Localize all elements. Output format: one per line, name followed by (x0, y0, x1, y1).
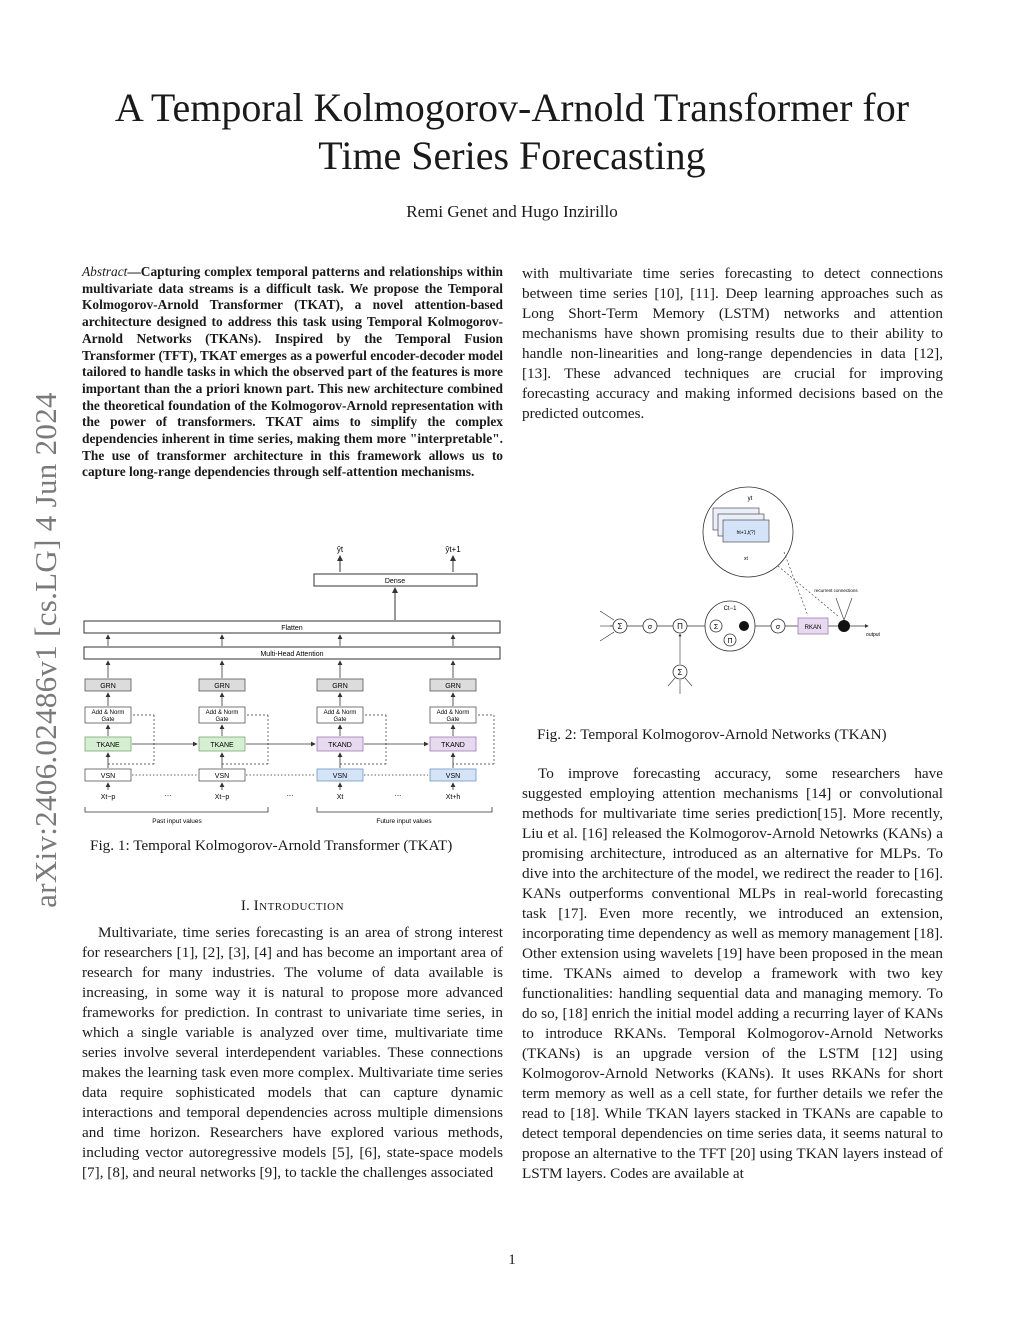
paper-title (0, 84, 1024, 180)
output-yt1-label: ŷt+1 (445, 545, 461, 554)
intro-paragraph-1: Multivariate, time series forecasting is an area of strong interest for researchers [1], [2], [3], [4] and has become an important area of research for many industries. The volume of data available is increasing, in some way it is natural to propose more advanced frameworks for prediction. In contrast to univariate time series, in which a single variable is analyzed over time, multivariate time series involve several interdependent variables. These connections makes the learning task even more complex. Multivariate time series data require sophisticated models that can capture dynamic interactions and temporal dependencies across multiple dimensions and time horizon. Researchers have explored various methods, including vector autoregressive models [5], [6], state-space models [7], [8], and neural networks [9], to tackle the challenges associated (82, 924, 503, 1181)
tkan-e-label: TKANE (210, 742, 234, 749)
cell-sum-symbol: Σ (713, 624, 719, 631)
tkan-d-label: TKAND (328, 742, 352, 749)
figure-1-tkat-diagram (82, 542, 503, 828)
figure-1-caption: Fig. 1: Temporal Kolmogorov-Arnold Transformer (TKAT) (90, 837, 453, 854)
intro-paragraph-1-continued: with multivariate time series forecasting to detect connections between time series [10], [11]. Deep learning approaches such as Long Short-Term Memory (LSTM) networks and attention mechanisms have shown promising results due to their ability to handle non-linearities and long-range dependencies in data [12], [13]. These advanced techniques are crucial for improving forecasting accuracy and making informed decisions based on the predicted outcomes. (522, 265, 943, 422)
tkan-e-label: TKANE (96, 742, 120, 749)
gate-label: Gate (101, 717, 115, 723)
lower-sum-symbol: Σ (677, 668, 683, 677)
encoder-column-1 (85, 661, 154, 801)
output-yt-label: ŷt (336, 545, 344, 554)
figure-2-tkan-diagram (598, 486, 888, 696)
arxiv-id: arXiv:2406.02486v1 [cs.LG] 4 Jun 2024 (28, 392, 63, 908)
vsn-label: VSN (214, 773, 230, 780)
vsn-label: VSN (100, 773, 116, 780)
encoder-column-2 (199, 661, 268, 801)
past-input-label: Past input values (152, 818, 202, 825)
figure-2-caption: Fig. 2: Temporal Kolmogorov-Arnold Networks (TKAN) (537, 726, 887, 743)
intro-right-bottom (522, 764, 943, 1184)
section-number: I. (240, 897, 250, 914)
title-line-1: A Temporal Kolmogorov-Arnold Transformer for (114, 85, 910, 130)
addnorm-label: Add & Norm (91, 710, 125, 716)
input-x-label: Xt−p (214, 794, 230, 801)
future-bracket (317, 807, 492, 812)
addnorm-label: Add & Norm (323, 710, 357, 716)
ellipsis: ... (164, 789, 172, 798)
grn-label: GRN (445, 683, 461, 690)
dense-label: Dense (384, 578, 406, 585)
cell-product-symbol: Π (727, 638, 733, 645)
ellipsis: ... (394, 789, 402, 798)
hidden-state-label: ht+1,t(?) (736, 530, 756, 536)
abstract (82, 264, 503, 481)
input-x-label: Xt−p (100, 794, 116, 801)
intro-left-column (82, 923, 503, 1183)
xt-label: xt (744, 556, 748, 562)
page-number: 1 (508, 1252, 516, 1268)
section-title: Introduction (253, 897, 345, 914)
future-input-label: Future input values (376, 818, 432, 825)
intro-right-top (522, 264, 943, 424)
yt-label: yt (747, 496, 753, 502)
ellipsis: ... (286, 789, 294, 798)
abstract-lead: Abstract (82, 264, 128, 279)
addnorm-label: Add & Norm (205, 710, 239, 716)
decoder-column-2 (430, 661, 494, 801)
output-label: output (866, 632, 880, 638)
tkan-d-label: TKAND (441, 742, 465, 749)
flatten-label: Flatten (281, 625, 303, 632)
authors: Remi Genet and Hugo Inzirillo (406, 202, 618, 221)
output-node (838, 620, 850, 632)
intro-paragraph-2: To improve forecasting accuracy, some researchers have suggested employing attention mechanisms [14] or convolutional methods for multivariate time series prediction[15]. More recently, Liu et al. [16] released the Kolmogorov-Arnold Netowrks (KANs) a promising architecture, introduced as an alternative for MLPs. To dive into the architecture of the model, we redirect the reader to [16]. KANs outperforms conventional MLPs in real-world forecasting task [17]. Even more recently, we introduced an extension, incorporating time dependency as well as memory management [18]. Other extension using wavelets [19] have been proposed in the mean time. TKANs aimed to develop a framework with two key functionalities: handling sequential data and managing memory. To do so, [18] enrich the initial model adding a recurring layer of KANs to introduce RKANs. Temporal Kolmogorov-Arnold Networks (TKANs) is an upgrade version of the LSTM [12] using Kolmogorov-Arnold Networks (KANs). It uses RKANs for short term memory as well as a cell state, for further details we refer the read to [18]. While TKAN layers stacked in TKANs are capable to detect temporal dependencies on time series data, it seems natural to propose an alternative to the TFT [20] using TKAN layers instead of LSTM layers. Codes are available at (522, 765, 943, 1182)
arxiv-side-label (26, 370, 66, 930)
grn-label: GRN (214, 683, 230, 690)
gate-label: Gate (215, 717, 229, 723)
mha-label: Multi-Head Attention (260, 651, 324, 658)
past-bracket (85, 807, 268, 812)
gate-label: Gate (333, 717, 347, 723)
sum-symbol: Σ (617, 622, 623, 631)
abstract-text: —Capturing complex temporal patterns and relationships within multivariate data streams is a difficult task. We propose the Temporal Kolmogorov-Arnold Transformer (TKAT), a novel attention-based architecture designed to address this task using Temporal Kolmogorov-Arnold Networks (TKANs). Inspired by the Temporal Fusion Transformer (TFT), TKAT emerges as a powerful encoder-decoder model tailored to handle tasks in which the observed part of the features is more important than the a priori known part. This new architecture combined the theoretical foundation of the Kolmogorov-Arnold representation with the power of transformers. TKAT aims to simplify the complex dependencies inherent in time series, making them more "interpretable". The use of transformer architecture in this framework allows us to capture long-range dependencies through self-attention mechanisms. (82, 264, 503, 480)
rkan-label: RKAN (804, 625, 822, 631)
gate-label: Gate (446, 717, 460, 723)
sigma-symbol: σ (647, 624, 653, 631)
decoder-column-1 (317, 661, 386, 801)
input-x-label: Xt (336, 794, 344, 801)
sigma-symbol-2: σ (775, 624, 781, 631)
recurrent-label: recurrent connections (814, 588, 858, 593)
vsn-label: VSN (445, 773, 461, 780)
grn-label: GRN (332, 683, 348, 690)
grn-label: GRN (100, 683, 116, 690)
addnorm-label: Add & Norm (436, 710, 470, 716)
cell-output-node (739, 621, 749, 631)
section-heading (82, 897, 503, 915)
title-line-2: Time Series Forecasting (318, 133, 706, 178)
input-x-label: Xt+h (445, 794, 461, 801)
cell-state-label: Ct−1 (723, 606, 737, 612)
product-symbol: Π (677, 622, 683, 631)
vsn-label: VSN (332, 773, 348, 780)
